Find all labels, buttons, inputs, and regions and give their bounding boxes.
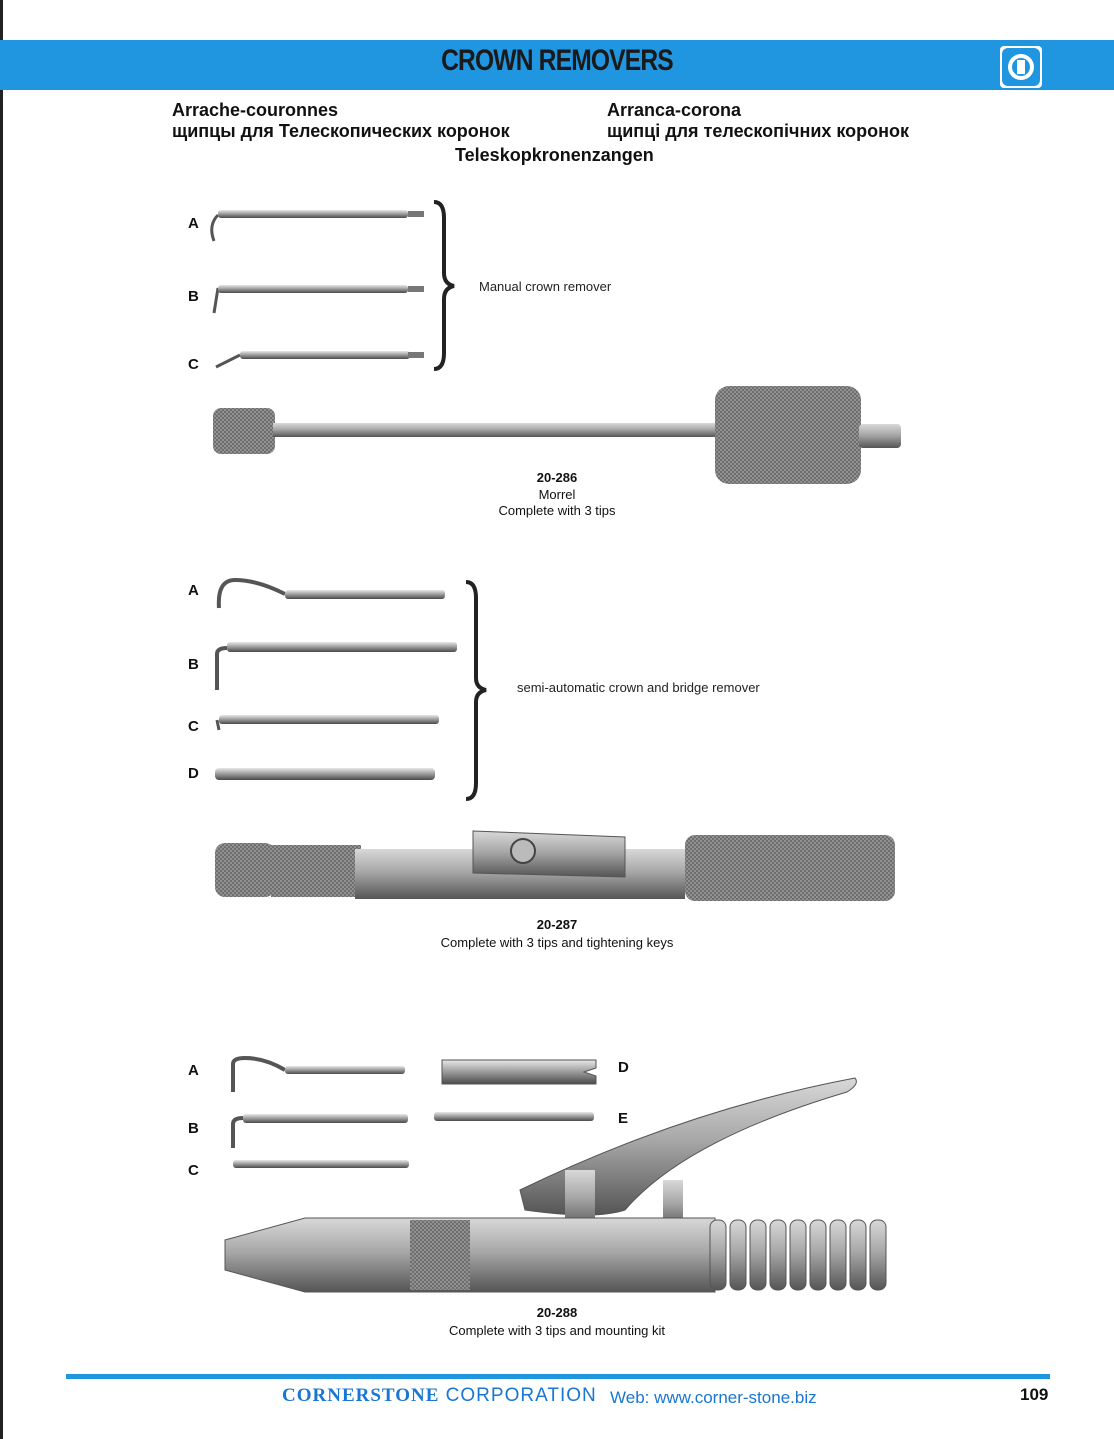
tip-label-d: D — [188, 765, 199, 782]
product-caption-line: Morrel — [538, 487, 576, 502]
subtitle-french: Arrache-couronnes — [172, 100, 339, 120]
spring-handle-illustration — [215, 1070, 905, 1300]
footer-brand-name: CORNERSTONE — [282, 1385, 440, 1406]
tip-label-a: A — [188, 1062, 199, 1079]
tip-label-e: E — [618, 1110, 629, 1127]
brace-icon — [462, 578, 492, 803]
cornerstone-logo-icon — [1000, 46, 1042, 88]
page-edge — [0, 0, 3, 1439]
product-caption-line: Complete with 3 tips — [498, 503, 616, 518]
product-caption-line: Complete with 3 tips and mounting kit — [448, 1323, 666, 1338]
tip-label-b: B — [188, 656, 199, 673]
tip-label-b: B — [188, 1120, 199, 1137]
page-number: 109 — [1020, 1385, 1049, 1404]
semi-automatic-handle-illustration — [215, 825, 905, 915]
subtitle-russian: щипцы для Телескопических коронок — [172, 121, 510, 141]
tip-label-d: D — [618, 1059, 629, 1076]
product-code: 20-287 — [536, 917, 578, 932]
footer-web-link[interactable]: Web: www.corner-stone.biz — [610, 1388, 817, 1407]
footer-brand-suffix: CORPORATION — [439, 1385, 597, 1406]
tip-label-c: C — [188, 356, 199, 373]
product-caption-line: Complete with 3 tips and tightening keys — [440, 935, 674, 950]
tip-label-a: A — [188, 582, 199, 599]
product-code: 20-288 — [536, 1305, 578, 1320]
subtitle-german: Teleskopkronenzangen — [455, 145, 654, 165]
tips-illustration — [205, 572, 465, 792]
product-description: Manual crown remover — [479, 279, 612, 294]
product-code: 20-286 — [536, 470, 578, 485]
subtitle-spanish: Arranca-corona — [607, 100, 742, 120]
tip-label-c: C — [188, 718, 199, 735]
product-description: semi-automatic crown and bridge remover — [517, 680, 760, 695]
footer-brand — [282, 1385, 597, 1407]
page-title: CROWN REMOVERS — [441, 44, 673, 77]
subtitle-ukrainian: щипці для телескопічних коронок — [607, 121, 910, 141]
brace-icon — [430, 198, 460, 373]
footer-rule — [66, 1374, 1050, 1379]
tip-label-c: C — [188, 1162, 199, 1179]
tips-illustration — [200, 195, 440, 375]
tip-label-b: B — [188, 288, 199, 305]
tip-label-a: A — [188, 215, 199, 232]
